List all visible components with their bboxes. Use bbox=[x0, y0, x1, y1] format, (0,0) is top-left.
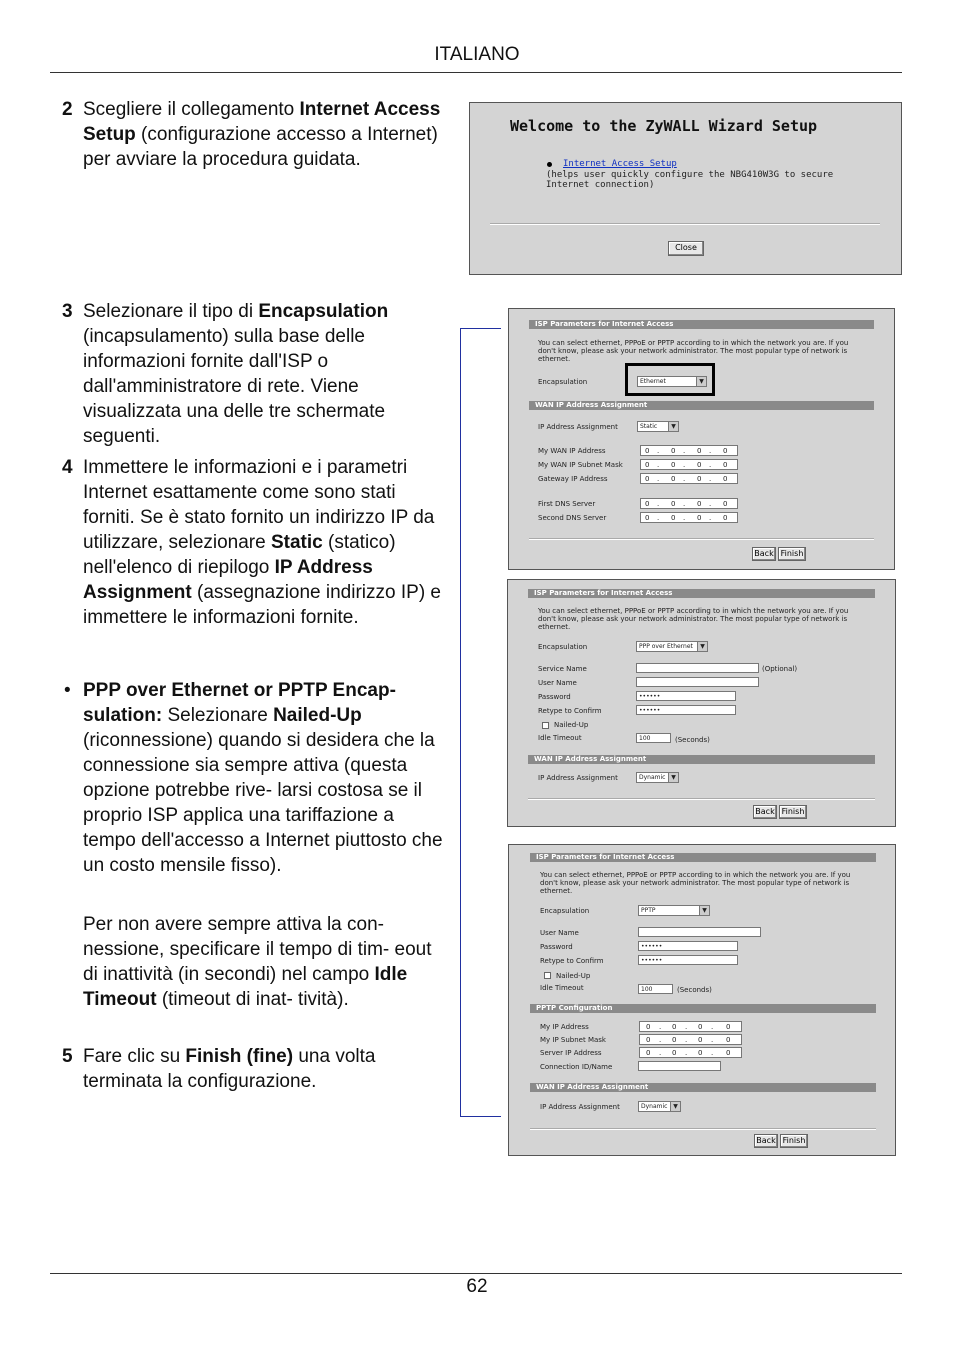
user-name-label: User Name bbox=[540, 929, 579, 937]
chevron-down-icon: ▼ bbox=[668, 773, 678, 782]
isp-section-header: ISP Parameters for Internet Access bbox=[529, 320, 874, 329]
desc-line-1: You can select ethernet, PPPoE or PPTP according to in which the network you are. If you bbox=[538, 339, 849, 347]
chevron-down-icon: ▼ bbox=[697, 642, 707, 651]
chevron-down-icon: ▼ bbox=[696, 377, 706, 386]
step-number: 4 bbox=[62, 457, 73, 478]
back-button[interactable]: Back bbox=[753, 805, 777, 819]
dns2-field[interactable]: 0 . 0 . 0 . 0 bbox=[640, 512, 738, 523]
divider bbox=[528, 798, 875, 800]
connection-id-field[interactable] bbox=[638, 1061, 721, 1071]
back-button[interactable]: Back bbox=[754, 1134, 778, 1148]
bullet-text: PPP over Ethernet or PPTP Encap- sulation: Selezionare Nailed-Up (riconnessione) quando si desidera che la connessione sia sempre attiva (questa opzione potrebbe rive- larsi costosa se il proprio ISP applica una tariffazione a tempo dell'accesso a Internet piuttosto che un costo mensile fisso). bbox=[83, 680, 443, 876]
wizard-welcome-screen bbox=[469, 102, 902, 275]
gateway-label: Gateway IP Address bbox=[538, 475, 608, 483]
desc-line-1: You can select ethernet, PPPoE or PPTP according to in which the network you are. If you bbox=[540, 871, 851, 879]
nailed-up-label: Nailed-Up bbox=[554, 721, 589, 729]
ip-assign-label: IP Address Assignment bbox=[538, 774, 618, 782]
step-text: Scegliere il collegamento Internet Access Setup (configurazione accesso a Internet) per avviare la procedura guidata. bbox=[83, 99, 441, 170]
nailed-up-checkbox[interactable] bbox=[542, 722, 549, 729]
back-button[interactable]: Back bbox=[752, 547, 776, 561]
seconds-label: (Seconds) bbox=[677, 986, 712, 994]
wizard-help-2: Internet connection) bbox=[546, 180, 655, 190]
my-mask-label: My IP Subnet Mask bbox=[540, 1036, 606, 1044]
divider bbox=[530, 1128, 876, 1130]
password-field[interactable]: •••••• bbox=[636, 691, 736, 701]
pppoe-screen bbox=[507, 579, 896, 827]
desc-line-3: ethernet. bbox=[540, 887, 573, 895]
service-name-field[interactable] bbox=[636, 663, 759, 673]
encapsulation-select[interactable]: Ethernet ▼ bbox=[637, 376, 707, 387]
gateway-field[interactable]: 0 . 0 . 0 . 0 bbox=[640, 473, 738, 484]
page-header-language: ITALIANO bbox=[434, 44, 520, 65]
desc-line-1: You can select ethernet, PPPoE or PPTP according to in which the network you are. If you bbox=[538, 607, 849, 615]
step-number: 2 bbox=[62, 99, 73, 120]
server-ip-field[interactable]: 0 . 0 . 0 . 0 bbox=[639, 1047, 742, 1058]
encapsulation-label: Encapsulation bbox=[538, 643, 588, 651]
server-ip-label: Server IP Address bbox=[540, 1049, 602, 1057]
nailed-up-checkbox[interactable] bbox=[544, 972, 551, 979]
dns1-label: First DNS Server bbox=[538, 500, 596, 508]
isp-section-header: ISP Parameters for Internet Access bbox=[530, 853, 876, 862]
screens-bracket bbox=[460, 328, 501, 1117]
step-text: Immettere le informazioni e i parametri Internet esattamente come sono stati forniti. Se è stato fornito un indirizzo IP da utilizzare, selezionare Static (statico) nell'elenco di riepilogo IP Address Assignment (assegnazione indirizzo IP) e immettere le informazioni fornite. bbox=[83, 457, 441, 628]
encapsulation-label: Encapsulation bbox=[538, 378, 588, 386]
internet-access-setup-link[interactable]: Internet Access Setup bbox=[563, 159, 677, 169]
pptp-section-header: PPTP Configuration bbox=[530, 1004, 876, 1013]
wizard-help-1: (helps user quickly configure the NBG410W3G to secure bbox=[546, 170, 834, 180]
wan-section-header: WAN IP Address Assignment bbox=[530, 1083, 876, 1092]
bullet-mark: • bbox=[64, 680, 71, 701]
finish-button[interactable]: Finish bbox=[779, 805, 807, 819]
my-ip-field[interactable]: 0 . 0 . 0 . 0 bbox=[639, 1021, 742, 1032]
header-rule bbox=[50, 72, 902, 73]
chevron-down-icon: ▼ bbox=[668, 422, 678, 431]
ip-assign-select[interactable]: Dynamic ▼ bbox=[636, 772, 679, 783]
password-label: Password bbox=[538, 693, 571, 701]
idle-timeout-label: Idle Timeout bbox=[540, 984, 584, 992]
ip-assign-label: IP Address Assignment bbox=[540, 1103, 620, 1111]
wan-section-header: WAN IP Address Assignment bbox=[528, 755, 875, 764]
password-label: Password bbox=[540, 943, 573, 951]
finish-button[interactable]: Finish bbox=[780, 1134, 808, 1148]
page-number: 62 bbox=[466, 1276, 488, 1297]
footer-rule bbox=[50, 1273, 902, 1274]
user-name-field[interactable] bbox=[638, 927, 761, 937]
password-field[interactable]: •••••• bbox=[638, 941, 738, 951]
my-ip-label: My IP Address bbox=[540, 1023, 589, 1031]
user-name-label: User Name bbox=[538, 679, 577, 687]
optional-label: (Optional) bbox=[762, 665, 798, 673]
seconds-label: (Seconds) bbox=[675, 736, 710, 744]
step-text: Fare clic su Finish (fine) una volta terminata la configurazione. bbox=[83, 1046, 376, 1092]
retype-field[interactable]: •••••• bbox=[638, 955, 738, 965]
divider bbox=[490, 223, 880, 225]
chevron-down-icon: ▼ bbox=[670, 1102, 680, 1111]
retype-label: Retype to Confirm bbox=[538, 707, 602, 715]
desc-line-3: ethernet. bbox=[538, 623, 571, 631]
idle-timeout-label: Idle Timeout bbox=[538, 734, 582, 742]
my-mask-field[interactable]: 0 . 0 . 0 . 0 bbox=[639, 1034, 742, 1045]
close-button[interactable]: Close bbox=[668, 241, 704, 256]
encapsulation-select[interactable]: PPTP ▼ bbox=[638, 905, 710, 916]
wizard-title: Welcome to the ZyWALL Wizard Setup bbox=[510, 117, 818, 135]
isp-section-header: ISP Parameters for Internet Access bbox=[528, 589, 875, 598]
idle-timeout-field[interactable]: 100 bbox=[638, 984, 673, 994]
user-name-field[interactable] bbox=[636, 677, 759, 687]
pptp-screen bbox=[508, 844, 896, 1156]
my-wan-mask-field[interactable]: 0 . 0 . 0 . 0 bbox=[640, 459, 738, 470]
connection-id-label: Connection ID/Name bbox=[540, 1063, 613, 1071]
encapsulation-label: Encapsulation bbox=[540, 907, 590, 915]
step-number: 3 bbox=[62, 301, 73, 322]
desc-line-3: ethernet. bbox=[538, 355, 571, 363]
ip-assign-select[interactable]: Static ▼ bbox=[637, 421, 679, 432]
desc-line-2: don't know, please ask your network administrator. The most popular type of network is bbox=[540, 879, 850, 887]
my-wan-mask-label: My WAN IP Subnet Mask bbox=[538, 461, 623, 469]
nailed-up-label: Nailed-Up bbox=[556, 972, 591, 980]
desc-line-2: don't know, please ask your network administrator. The most popular type of network is bbox=[538, 615, 848, 623]
my-wan-ip-label: My WAN IP Address bbox=[538, 447, 606, 455]
dns2-label: Second DNS Server bbox=[538, 514, 607, 522]
service-name-label: Service Name bbox=[538, 665, 587, 673]
retype-field[interactable]: •••••• bbox=[636, 705, 736, 715]
ip-assign-label: IP Address Assignment bbox=[538, 423, 618, 431]
divider bbox=[529, 538, 874, 540]
chevron-down-icon: ▼ bbox=[699, 906, 709, 915]
dns1-field[interactable]: 0 . 0 . 0 . 0 bbox=[640, 498, 738, 509]
paragraph-text: Per non avere sempre attiva la con- nessione, specificare il tempo di tim- eout di inattività (in secondi) nel campo Idle Timeout (timeout di inat- tività). bbox=[83, 914, 432, 1010]
step-text: Selezionare il tipo di Encapsulation (incapsulamento) sulla base delle informazioni fornite dall'ISP o dall'amministratore di rete. Viene visualizzata una delle tre schermate seguenti. bbox=[83, 301, 389, 447]
wan-section-header: WAN IP Address Assignment bbox=[529, 401, 874, 410]
my-wan-ip-field[interactable]: 0 . 0 . 0 . 0 bbox=[640, 445, 738, 456]
ethernet-screen bbox=[508, 308, 895, 570]
bullet-dot-icon bbox=[547, 162, 552, 167]
desc-line-2: don't know, please ask your network administrator. The most popular type of network is bbox=[538, 347, 848, 355]
finish-button[interactable]: Finish bbox=[778, 547, 806, 561]
ip-assign-select[interactable]: Dynamic ▼ bbox=[638, 1101, 681, 1112]
idle-timeout-field[interactable]: 100 bbox=[636, 733, 671, 743]
step-number: 5 bbox=[62, 1046, 73, 1067]
retype-label: Retype to Confirm bbox=[540, 957, 604, 965]
encapsulation-select[interactable]: PPP over Ethernet ▼ bbox=[636, 641, 708, 652]
